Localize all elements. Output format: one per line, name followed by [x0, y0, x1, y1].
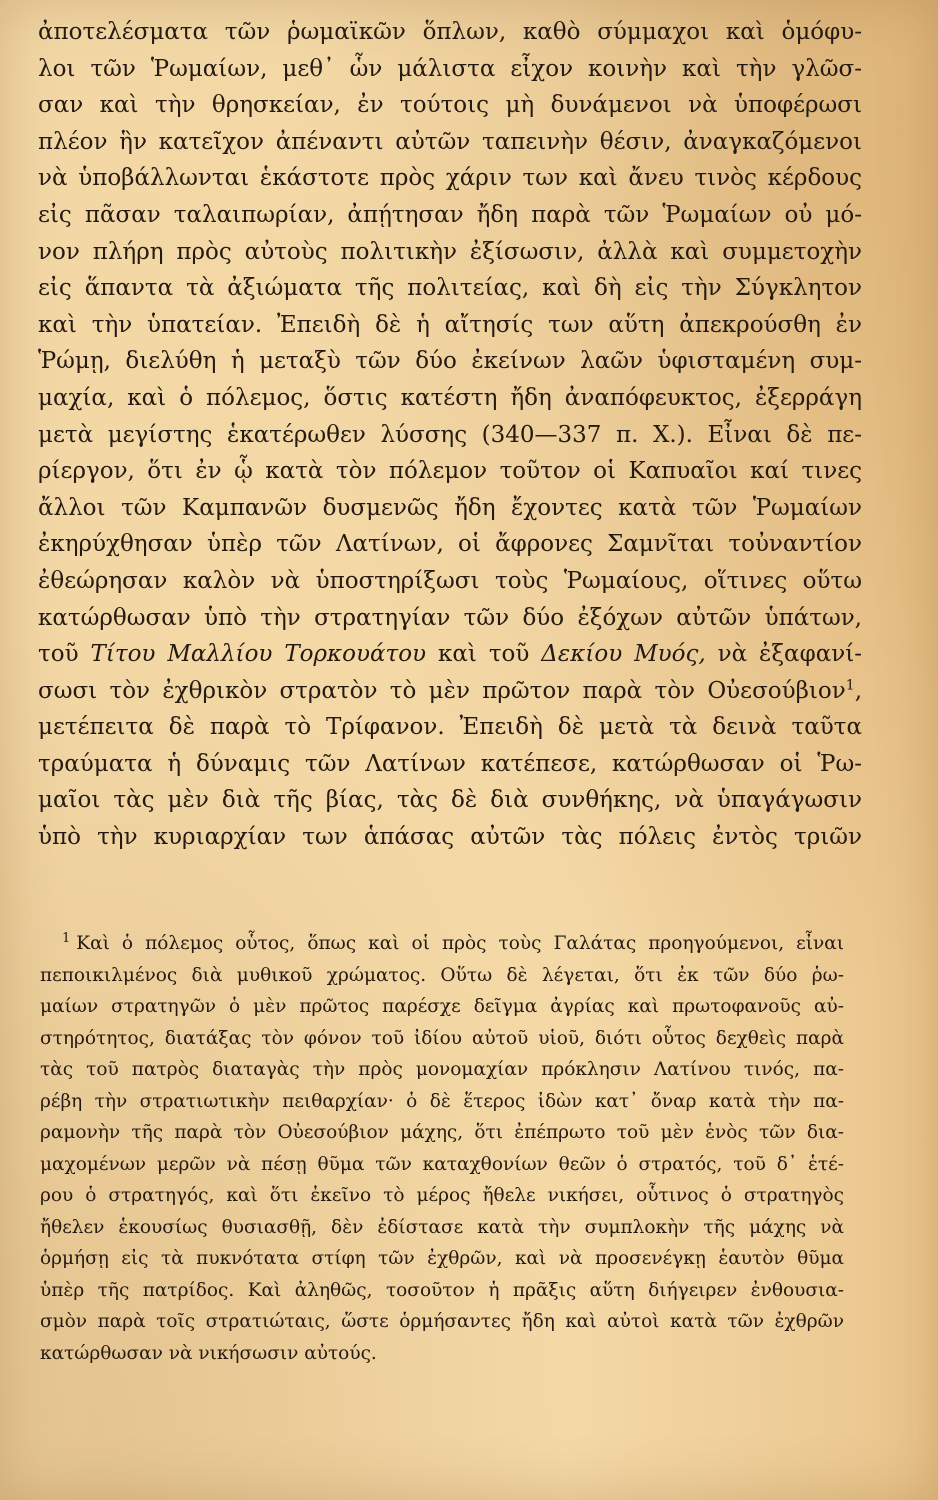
footnote-line: πεποικιλμένος διὰ μυθικοῦ χρώματος. Οὕτω δὲ λέγεται, ὅτι ἐκ τῶν δύο ῥω-	[40, 964, 844, 986]
text-fragment: ,	[854, 677, 862, 704]
footnote-line: σμὸν παρὰ τοῖς στρατιώταις, ὥστε ὁρμήσαντες ἤδη καὶ αὐτοὶ κατὰ τῶν ἐχθρῶν	[40, 1311, 844, 1332]
text-line: νον πλήρη πρὸς αὐτοὺς πολιτικὴν ἐξίσωσιν, ἀλλὰ καὶ συμμετοχὴν	[38, 238, 862, 265]
text-line: μετέπειτα δὲ παρὰ τὸ Τρίφανον. Ἐπειδὴ δὲ μετὰ τὰ δεινὰ ταῦτα	[38, 714, 862, 741]
main-text-block	[38, 14, 862, 856]
footnote-line: ὑπὲρ τῆς πατρίδος. Καὶ ἀληθῶς, τοσοῦτον ἡ πρᾶξις αὕτη διήγειρεν ἐνθουσια-	[40, 1279, 844, 1301]
footnote-line: ραμονὴν τῆς παρὰ τὸν Οὐεσούβιον μάχης, ὅτι ἐπέπρωτο τοῦ μὲν ἑνὸς τῶν δια-	[40, 1122, 844, 1143]
footnote-line: ρέβη τὴν στρατιωτικὴν πειθαρχίαν· ὁ δὲ ἕτερος ἰδὼν κατ᾽ ὄναρ κατὰ τὴν πα-	[40, 1090, 844, 1112]
text-line: κατώρθωσαν ὑπὸ τὴν στρατηγίαν τῶν δύο ἐξόχων αὐτῶν ὑπάτων,	[38, 604, 862, 631]
text-line: ἀποτελέσματα τῶν ῥωμαϊκῶν ὅπλων, καθὸ σύμμαχοι καὶ ὁμόφυ-	[38, 19, 862, 45]
text-line: μετὰ μεγίστης ἑκατέρωθεν λύσσης (340—337 π. Χ.). Εἶναι δὲ πε-	[38, 421, 862, 448]
text-line: πλέον ἣν κατεῖχον ἀπέναντι αὐτῶν ταπεινὴν θέσιν, ἀναγκαζόμενοι	[38, 128, 862, 155]
text-line: εἰς ἅπαντα τὰ ἀξιώματα τῆς πολιτείας, καὶ δὴ εἰς τὴν Σύγκλητον	[38, 275, 862, 302]
text-line: τραύματα ἡ δύναμις τῶν Λατίνων κατέπεσε, κατώρθωσαν οἱ Ῥω-	[38, 750, 862, 777]
text-line: μαχία, καὶ ὁ πόλεμος, ὅστις κατέστη ἤδη ἀναπόφευκτος, ἐξερράγη	[38, 384, 862, 411]
footnote-text: Καὶ ὁ πόλεμος οὗτος, ὅπως καὶ οἱ πρὸς τοὺς Γαλάτας προηγούμενοι, εἶναι	[76, 933, 844, 954]
footnote-line: ὁρμήσῃ εἰς τὰ πυκνότατα στίφη τῶν ἐχθρῶν, καὶ νὰ προσενέγκῃ ἑαυτὸν θῦμα	[40, 1248, 844, 1269]
text-line: ἐθεώρησαν καλὸν νὰ ὑποστηρίξωσι τοὺς Ῥωμαίους, οἵτινες οὕτω	[38, 567, 862, 594]
text-line: ἄλλοι τῶν Καμπανῶν δυσμενῶς ἤδη ἔχοντες κατὰ τῶν Ῥωμαίων	[38, 494, 862, 521]
italic-name-decius: Δεκίου Μυός,	[541, 641, 706, 668]
text-line: σαν καὶ τὴν θρησκείαν, ἐν τούτοις μὴ δυνάμενοι νὰ ὑποφέρωσι	[38, 92, 862, 119]
text-line: νὰ ὑποβάλλωνται ἑκάστοτε πρὸς χάριν των καὶ ἄνευ τινὸς κέρδους	[38, 165, 862, 192]
footnote-block	[40, 928, 844, 1369]
footnote-line: τὰς τοῦ πατρὸς διαταγὰς τὴν πρὸς μονομαχίαν πρόκλησιν Λατίνου τινός, πα-	[40, 1059, 844, 1080]
text-line-with-names	[38, 636, 862, 673]
footnote-line: ἤθελεν ἑκουσίως θυσιασθῇ, δὲν ἐδίστασε κατὰ τὴν συμπλοκὴν τῆς μάχης νὰ	[40, 1216, 844, 1238]
text-line: καὶ τὴν ὑπατείαν. Ἐπειδὴ δὲ ἡ αἴτησίς των αὕτη ἀπεκρούσθη ἐν	[38, 311, 862, 338]
text-line: ὑπὸ τὴν κυριαρχίαν των ἁπάσας αὐτῶν τὰς πόλεις ἐντὸς τριῶν	[38, 824, 862, 851]
footnote-line	[40, 928, 844, 960]
text-line-with-footnote-mark	[38, 673, 862, 710]
footnote-line: στηρότητος, διατάξας τὸν φόνον τοῦ ἰδίου αὐτοῦ υἱοῦ, διότι οὗτος δεχθεὶς παρὰ	[40, 1027, 844, 1049]
text-fragment: σωσι τὸν ἐχθρικὸν στρατὸν τὸ μὲν πρῶτον παρὰ τὸν Οὐεσούβιον	[38, 677, 846, 704]
footnote-line: μαίων στρατηγῶν ὁ μὲν πρῶτος παρέσχε δεῖγμα ἀγρίας καὶ πρωτοφανοῦς αὐ-	[40, 996, 844, 1017]
text-fragment: νὰ ἐξαφανί-	[705, 641, 862, 668]
footnote-line: μαχομένων μερῶν νὰ πέσῃ θῦμα τῶν καταχθονίων θεῶν ὁ στρατός, τοῦ δ᾽ ἑτέ-	[40, 1153, 844, 1175]
text-line: μαῖοι τὰς μὲν διὰ τῆς βίας, τὰς δὲ διὰ συνθήκης, νὰ ὑπαγάγωσιν	[38, 787, 862, 814]
footnote-line: ρου ὁ στρατηγός, καὶ ὅτι ἐκεῖνο τὸ μέρος ἤθελε νικήσει, οὗτινος ὁ στρατηγὸς	[40, 1185, 844, 1206]
text-line: Ῥώμῃ, διελύθη ἡ μεταξὺ τῶν δύο ἐκείνων λαῶν ὑφισταμένη συμ-	[38, 348, 862, 375]
text-line: εἰς πᾶσαν ταλαιπωρίαν, ἀπῄτησαν ἤδη παρὰ τῶν Ῥωμαίων οὐ μό-	[38, 201, 862, 228]
footnote-reference-mark: 1	[845, 677, 855, 694]
text-line: λοι τῶν Ῥωμαίων, μεθ᾽ ὧν μάλιστα εἶχον κοινὴν καὶ τὴν γλῶσ-	[38, 55, 862, 82]
text-line: ἐκηρύχθησαν ὑπὲρ τῶν Λατίνων, οἱ ἄφρονες Σαμνῖται τοὐναντίον	[38, 531, 862, 558]
footnote-number: 1	[62, 930, 71, 946]
footnote-line: κατώρθωσαν νὰ νικήσωσιν αὐτούς.	[40, 1342, 377, 1364]
text-line: ρίεργον, ὅτι ἐν ᾧ κατὰ τὸν πόλεμον τοῦτον οἱ Καπυαῖοι καί τινες	[38, 458, 862, 485]
text-fragment: καὶ τοῦ	[426, 641, 542, 668]
text-fragment: τοῦ	[38, 641, 91, 668]
italic-name-torquatus: Τίτου Μαλλίου Τορκουάτου	[90, 641, 427, 668]
